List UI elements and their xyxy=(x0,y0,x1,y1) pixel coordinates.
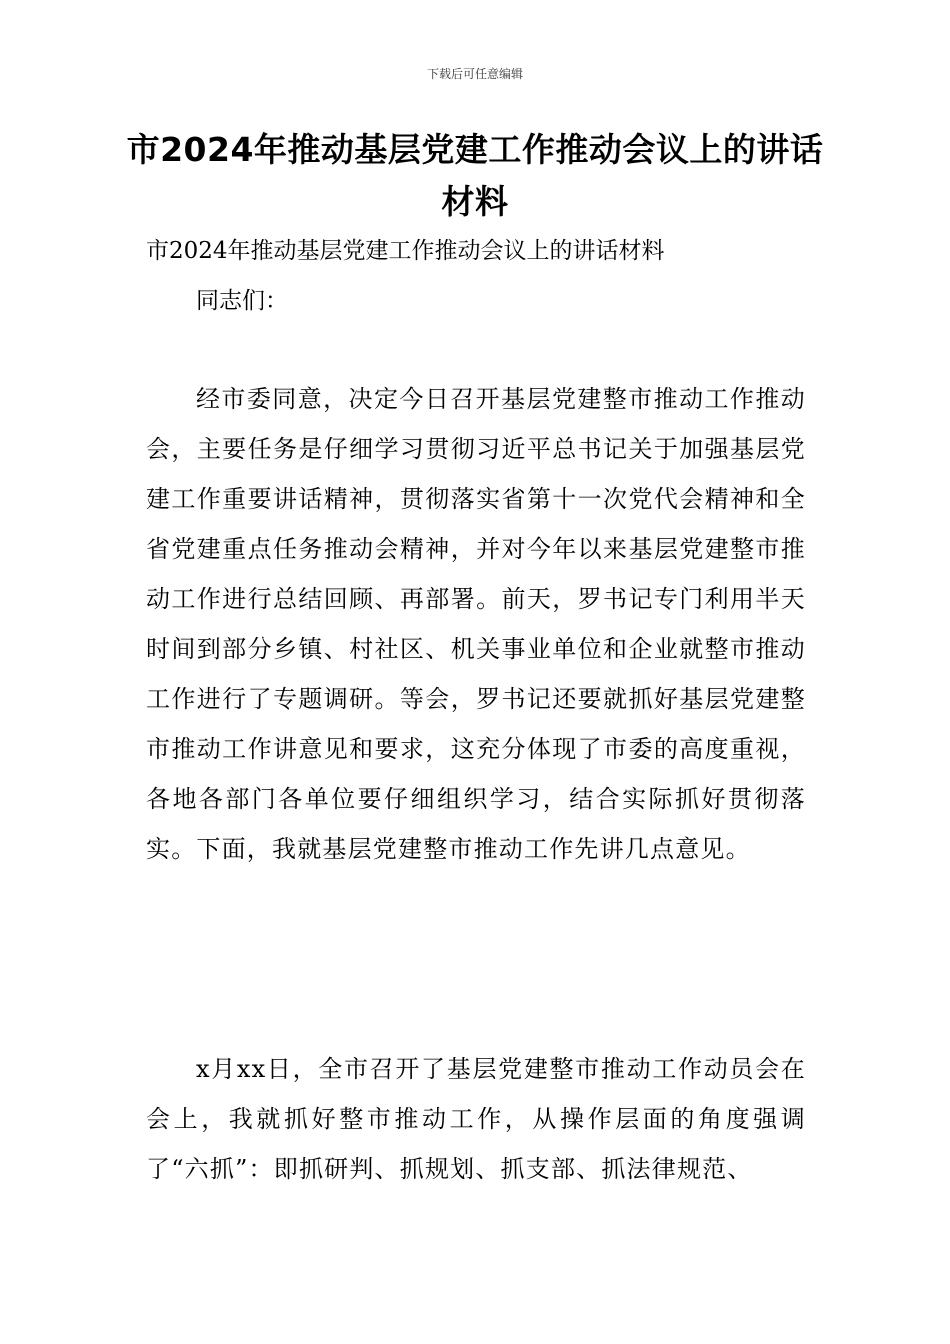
page-header-note: 下载后可任意编辑 xyxy=(426,67,523,81)
body-paragraph-2: x月xx日，全市召开了基层党建整市推动工作动员会在会上，我就抓好整市推动工作，从操作层面的角度强调了“六抓”：即抓研判、抓规划、抓支部、抓法律规范、 xyxy=(146,1055,806,1183)
body-paragraph-1: 经市委同意，决定今日召开基层党建整市推动工作推动会，主要任务是仔细学习贯彻习近平总书记关于加强基层党建工作重要讲话精神，贯彻落实省第十一次党代会精神和全省党建重点任务推动会精神，并对今年以来基层党建整市推动工作进行总结回顾、再部署。前天，罗书记专门利用半天时间到部分乡镇、村社区、机关事业单位和企业就整市推动工作进行了专题调研。等会，罗书记还要就抓好基层党建整市推动工作讲意见和要求，这充分体现了市委的高度重视，各地各部门各单位要仔细组织学习，结合实际抓好贯彻落实。下面，我就基层党建整市推动工作先讲几点意见。 xyxy=(146,385,806,863)
document-subtitle: 市2024年推动基层党建工作推动会议上的讲话材料 xyxy=(146,238,665,264)
document-title: 市2024年推动基层党建工作推动会议上的讲话材料 xyxy=(126,130,824,221)
greeting: 同志们： xyxy=(196,288,288,314)
